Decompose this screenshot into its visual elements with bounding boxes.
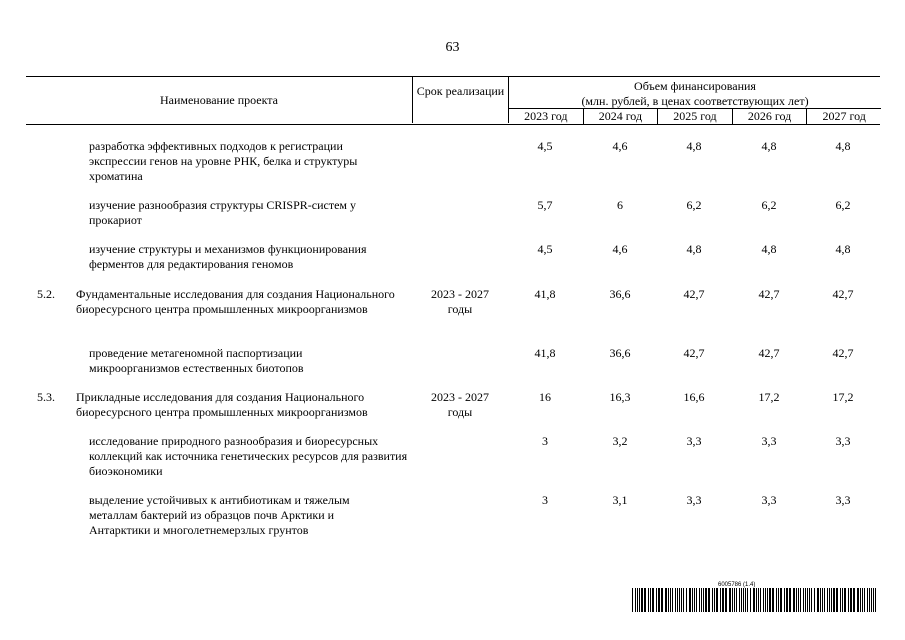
term: 2023 - 2027 годы [431,390,489,419]
project-name: разработка эффективных подходов к регистрации экспрессии генов на уровне РНК, белка и структуры хроматина [89,139,358,183]
value-2024: 4,6 [612,242,628,256]
value-2024: 6 [617,198,623,212]
value-2025: 4,8 [686,139,702,153]
value-2027: 6,2 [835,198,851,212]
value-2025: 16,6 [683,390,705,404]
value-2023: 5,7 [537,198,553,212]
row-number: 5.3. [37,390,55,404]
value-2027: 42,7 [832,287,854,301]
value-2027: 17,2 [832,390,854,404]
header-years [509,108,881,124]
value-2023: 41,8 [534,287,556,301]
project-name: изучение разнообразия структуры CRISPR-систем у прокариот [89,198,357,227]
value-2025: 6,2 [686,198,702,212]
header-volume-subtitle: (млн. рублей, в ценах соответствующих лет) [581,94,809,108]
value-2024: 36,6 [609,287,631,301]
barcode-icon [632,588,880,612]
value-2024: 3,2 [612,434,628,448]
value-2026: 4,8 [761,139,777,153]
value-2023: 41,8 [534,346,556,360]
value-2026: 3,3 [761,434,777,448]
value-2024: 36,6 [609,346,631,360]
header-year: 2027 год [806,109,881,124]
value-2027: 42,7 [832,346,854,360]
value-2027: 3,3 [835,434,851,448]
term: 2023 - 2027 годы [431,287,489,316]
header-volume [508,77,881,123]
header-term: Срок реализации [412,77,508,123]
value-2027: 4,8 [835,139,851,153]
value-2024: 3,1 [612,493,628,507]
header-year: 2024 год [583,109,658,124]
value-2026: 3,3 [761,493,777,507]
value-2027: 3,3 [835,493,851,507]
value-2026: 4,8 [761,242,777,256]
value-2025: 3,3 [686,434,702,448]
value-2026: 6,2 [761,198,777,212]
value-2026: 17,2 [758,390,780,404]
value-2025: 42,7 [683,287,705,301]
value-2023: 16 [539,390,551,404]
barcode-label: 6005786 (1.4) [718,582,756,588]
value-2023: 4,5 [537,242,553,256]
row-number: 5.2. [37,287,55,301]
value-2025: 3,3 [686,493,702,507]
project-name: исследование природного разнообразия и биоресурсных коллекций как источника генетических ресурсов для развития биоэкономики [89,434,408,478]
value-2023: 3 [542,434,548,448]
value-2023: 3 [542,493,548,507]
value-2027: 4,8 [835,242,851,256]
project-name: выделение устойчивых к антибиотикам и тяжелым металлам бактерий из образцов почв Арктики и Антарктики и многолетнемерзлых грунтов [89,493,350,537]
project-name: проведение метагеномной паспортизации микроорганизмов естественных биотопов [89,346,304,375]
header-year: 2026 год [732,109,807,124]
value-2024: 16,3 [609,390,631,404]
value-2026: 42,7 [758,346,780,360]
header-year: 2023 год [524,109,568,123]
table-header [26,76,880,125]
project-name: Фундаментальные исследования для создания Национального биоресурсного центра промышленных микроорганизмов [76,287,395,316]
header-project-name: Наименование проекта [159,93,279,107]
value-2023: 4,5 [537,139,553,153]
project-name: Прикладные исследования для создания Национального биоресурсного центра промышленных микроорганизмов [76,390,368,419]
header-year: 2025 год [657,109,732,124]
value-2024: 4,6 [612,139,628,153]
header-volume-title-text: Объем финансирования [634,79,756,93]
header-volume-title [509,79,881,109]
project-name: изучение структуры и механизмов функционирования ферментов для редактирования геномов [89,242,367,271]
value-2025: 4,8 [686,242,702,256]
value-2025: 42,7 [683,346,705,360]
page-number: 63 [445,40,460,55]
value-2026: 42,7 [758,287,780,301]
